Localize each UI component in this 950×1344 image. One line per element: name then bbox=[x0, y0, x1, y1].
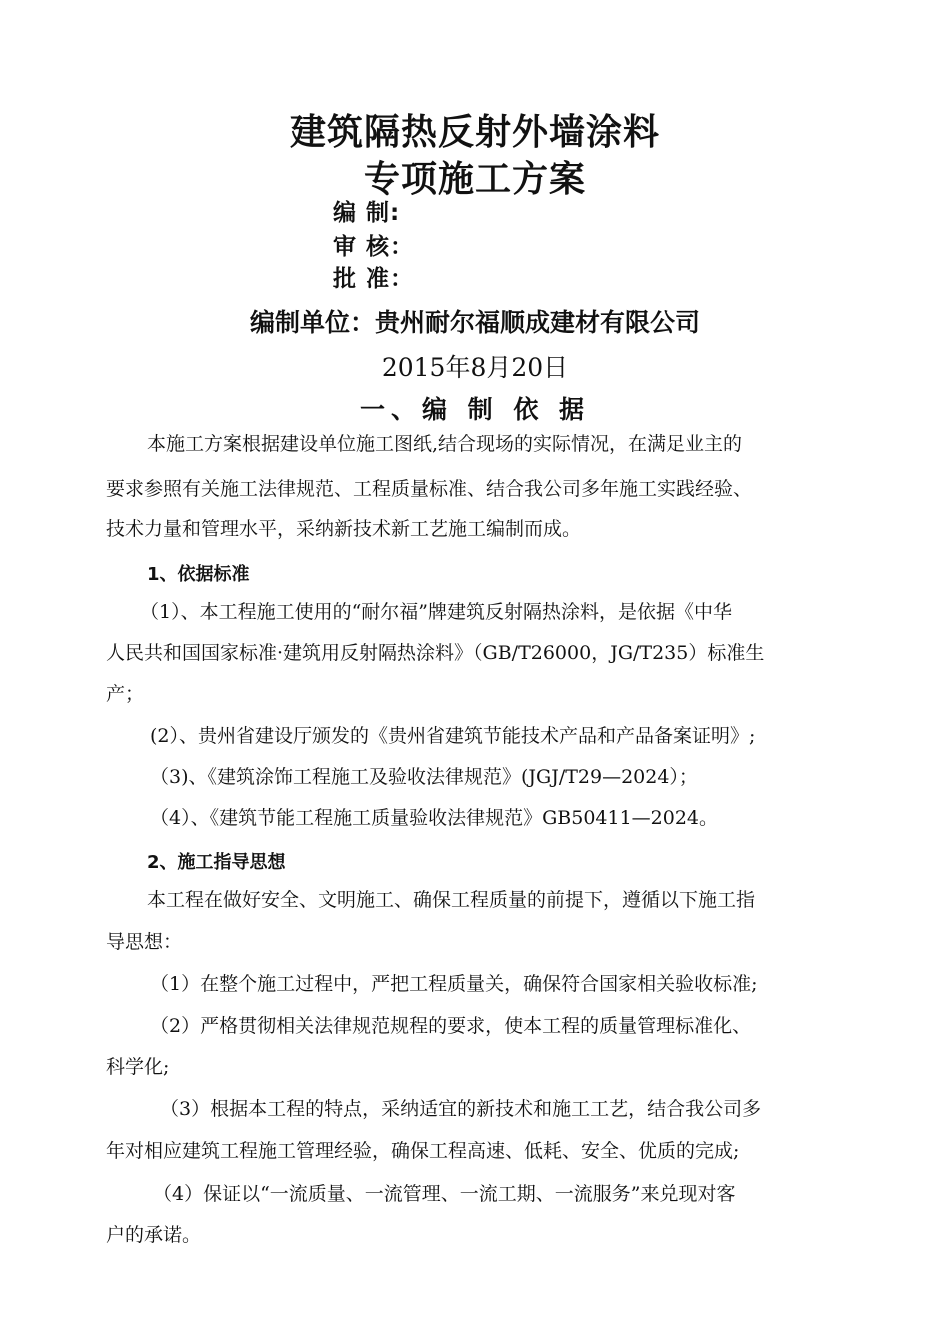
principle-item-4-line-2: 户的承诺。 bbox=[106, 1224, 202, 1246]
section-heading-compilation-basis: 一、编 制 依 据 bbox=[359, 395, 591, 424]
document-date: 2015年8月20日 bbox=[381, 353, 569, 382]
document-title-line1: 建筑隔热反射外墙涂料 bbox=[289, 112, 660, 153]
document-title-line2: 专项施工方案 bbox=[363, 159, 586, 200]
standard-item-4: （4）、《建筑节能工程施工质量验收法律规范》GB50411—2024。 bbox=[150, 807, 719, 829]
intro-line-1: 本施工方案根据建设单位施工图纸,结合现场的实际情况，在满足业主的 bbox=[147, 433, 743, 455]
standard-item-1-line-1: （1）、本工程施工使用的“耐尔福”牌建筑反射隔热涂料，是依据《中华 bbox=[140, 601, 733, 623]
approver-label: 批 准： bbox=[333, 266, 415, 292]
principle-item-2-line-2: 科学化; bbox=[106, 1056, 170, 1078]
principle-item-3-line-1: （3）根据本工程的特点，采纳适宜的新技术和施工工艺，结合我公司多 bbox=[160, 1098, 762, 1120]
reviewer-label: 审 核： bbox=[333, 234, 415, 260]
principle-item-4-line-1: （4）保证以“一流质量、一流管理、一流工期、一流服务”来兑现对客 bbox=[153, 1183, 736, 1205]
standard-item-1-line-3: 产； bbox=[106, 683, 145, 705]
principle-item-2-line-1: （2）严格贯彻相关法律规范规程的要求，使本工程的质量管理标准化、 bbox=[150, 1015, 752, 1037]
organization-line: 编制单位：贵州耐尔福顺成建材有限公司 bbox=[249, 308, 700, 337]
principle-item-3-line-2: 年对相应建筑工程施工管理经验，确保工程高速、低耗、安全、优质的完成; bbox=[106, 1140, 740, 1162]
standard-item-3: （3)、《建筑涂饰工程施工及验收法律规范》(JGJ/T29—2024）； bbox=[150, 766, 698, 788]
principle-item-1: （1）在整个施工过程中，严把工程质量关，确保符合国家相关验收标准; bbox=[150, 973, 758, 995]
compiler-label: 编 制: bbox=[333, 200, 401, 226]
subheading-basis-standards: 1、依据标准 bbox=[147, 564, 250, 585]
intro-line-2: 要求参照有关施工法律规范、工程质量标准、结合我公司多年施工实践经验、 bbox=[106, 478, 753, 500]
principles-intro-line-1: 本工程在做好安全、文明施工、确保工程质量的前提下，遵循以下施工指 bbox=[147, 889, 756, 911]
subheading-guiding-principles: 2、施工指导思想 bbox=[147, 852, 286, 873]
standard-item-1-line-2: 人民共和国国家标准·建筑用反射隔热涂料》（GB/T26000，JG/T235）标准生 bbox=[106, 642, 765, 664]
principles-intro-line-2: 导思想： bbox=[106, 931, 183, 953]
intro-line-3: 技术力量和管理水平，采纳新技术新工艺施工编制而成。 bbox=[106, 518, 582, 540]
standard-item-2: (2）、贵州省建设厅颁发的《贵州省建筑节能技术产品和产品备案证明》; bbox=[150, 725, 756, 747]
